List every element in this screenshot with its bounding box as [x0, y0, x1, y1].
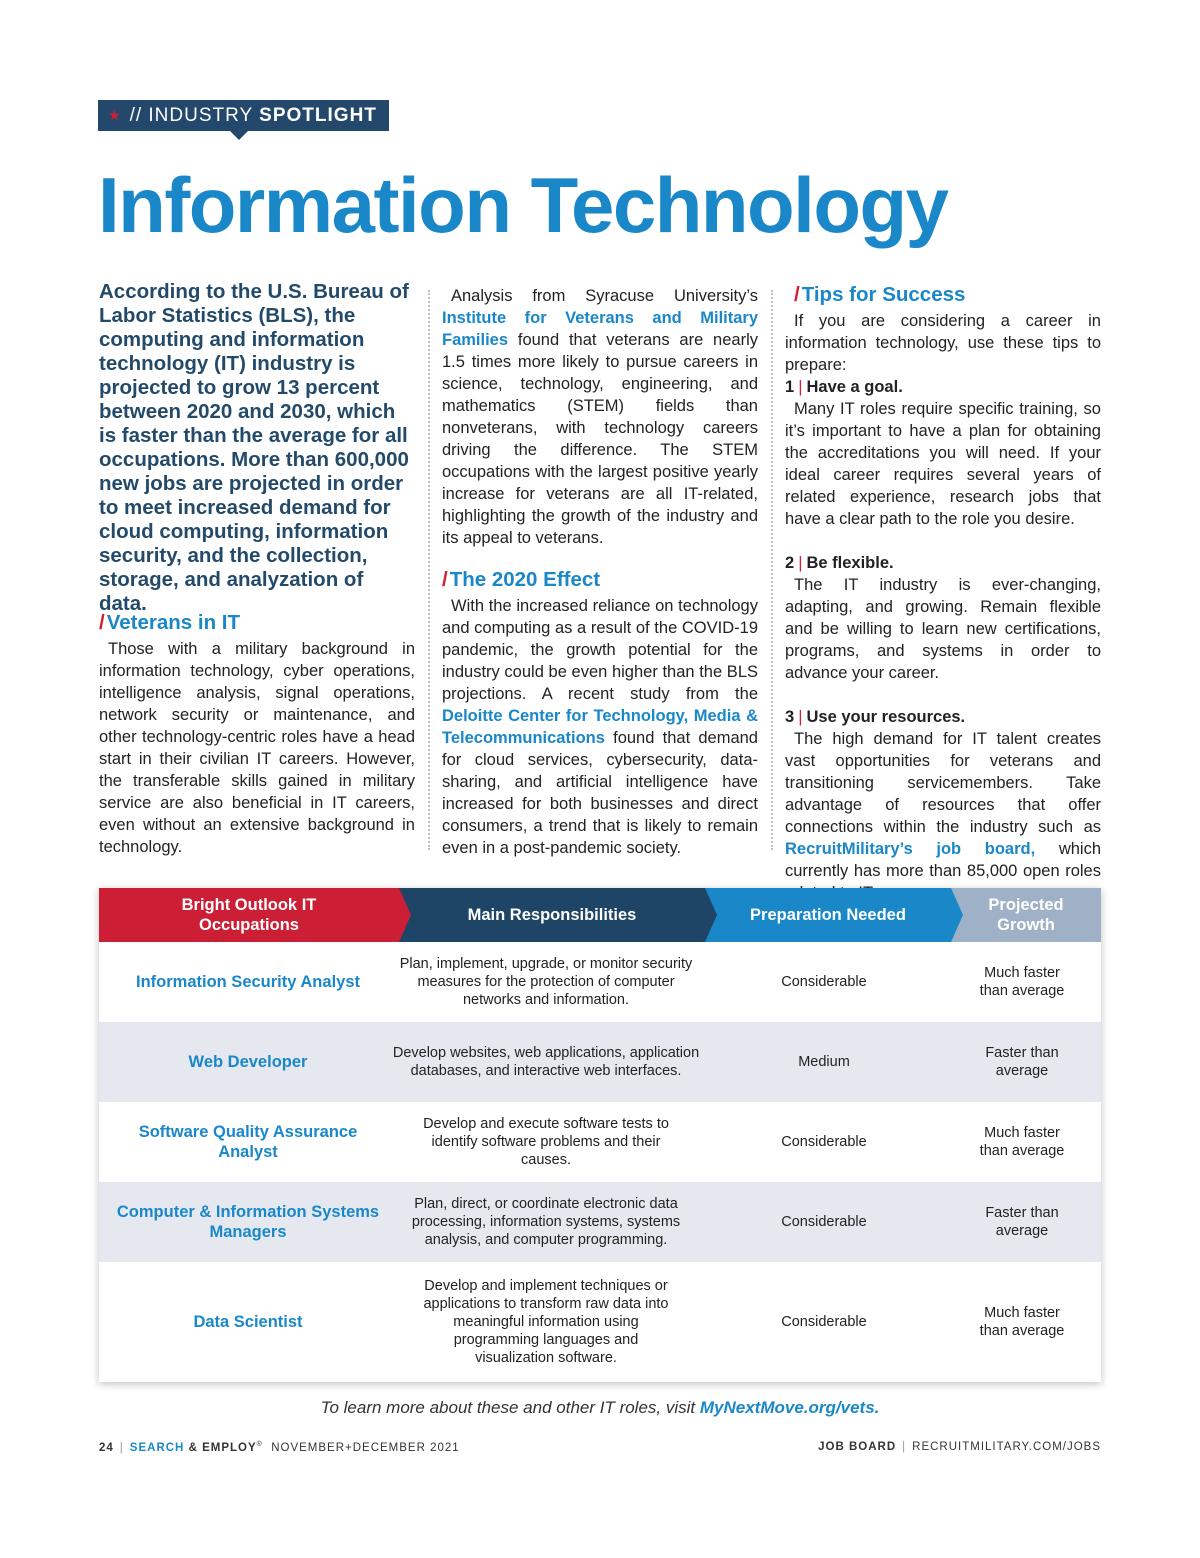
- header-responsibilities: Main Responsibilities: [399, 888, 705, 942]
- table-body: [99, 942, 1101, 1381]
- responsibilities-cell: Develop and implement techniques or applications to transform raw data into meaningful information using programming languages and visualization software.: [423, 1277, 669, 1366]
- recruitmilitary-url[interactable]: RECRUITMILITARY.COM/JOBS: [912, 1441, 1101, 1453]
- page-footer-right: JOB BOARD | RECRUITMILITARY.COM/JOBS: [818, 1441, 1101, 1453]
- section-tag-bold: SPOTLIGHT: [259, 104, 377, 126]
- header-growth: Projected Growth: [951, 888, 1101, 942]
- syracuse-paragraph: Analysis from Syracuse University’s Institute for Veterans and Military Families found that veterans are nearly 1.5 times more likely to pursue careers in science, technology, engineering, and mathematics (STEM) fields than nonveterans, with technology careers driving the difference. The STEM occupations with the largest positive yearly increase for veterans are all IT-related, highlighting the growth of the industry and its appeal to veterans.: [442, 287, 758, 547]
- table-row: [99, 942, 1101, 1022]
- section-tag: [98, 100, 389, 131]
- header-occupations: Bright Outlook IT Occupations: [99, 888, 399, 942]
- registered-mark: ®: [256, 1441, 263, 1448]
- tag-pointer-icon: [230, 131, 248, 140]
- section-tag-prefix: // INDUSTRY: [129, 104, 254, 126]
- column-two: [442, 285, 758, 859]
- responsibilities-cell: Develop websites, web applications, application databases, and interactive web interfaces.: [392, 1045, 700, 1079]
- tip-2-body: The IT industry is ever-changing, adapting, and growing. Remain flexible and be willing to learn new certifications, programs, and systems in order to advance your career.: [785, 576, 1101, 682]
- tip-1-title: 1 | Have a goal.: [785, 378, 903, 396]
- column-divider: [771, 290, 773, 850]
- lead-paragraph: [99, 280, 415, 616]
- column-divider: [428, 290, 430, 850]
- tip-2-title: 2 | Be flexible.: [785, 554, 894, 572]
- page-title: Information Technology: [98, 161, 948, 249]
- table-row: [99, 1262, 1101, 1381]
- issue-date: NOVEMBER+DECEMBER 2021: [271, 1441, 460, 1454]
- magazine-search: SEARCH: [129, 1441, 185, 1454]
- occupation-cell: Computer & Information Systems Managers: [116, 1203, 380, 1241]
- star-icon: ★: [108, 107, 122, 123]
- tips-intro: If you are considering a career in information technology, use these tips to prepare:: [785, 312, 1101, 374]
- footnote: To learn more about these and other IT roles, visit MyNextMove.org/vets.: [320, 1398, 880, 1417]
- responsibilities-cell: Develop and execute software tests to identify software problems and their causes.: [423, 1116, 669, 1168]
- job-board-link[interactable]: RecruitMilitary’s job board,: [785, 840, 1036, 858]
- lead-text: According to the U.S. Bureau of Labor Statistics (BLS), the computing and information technology (IT) industry is projected to grow 13 percent between 2020 and 2030, which is faster than the average for all occupations. More than 600,000 new jobs are projected in order to meet increased demand for cloud computing, information security, and the collection, storage, and analyzation of data.: [99, 280, 409, 615]
- job-board-label: JOB BOARD: [818, 1441, 897, 1453]
- occupation-cell: Web Developer: [188, 1053, 308, 1071]
- tips-section: [785, 282, 1101, 904]
- occupation-cell: Data Scientist: [193, 1312, 303, 1331]
- table-row: [99, 1182, 1101, 1262]
- veterans-section: [99, 610, 415, 858]
- header-arrow-icon: [951, 888, 963, 942]
- responsibilities-cell: Plan, direct, or coordinate electronic data processing, information systems, systems analysis, and computer programming.: [411, 1196, 681, 1248]
- tips-heading: /Tips for Success: [794, 283, 966, 306]
- preparation-cell: Considerable: [781, 1134, 867, 1150]
- table-row: [99, 1102, 1101, 1182]
- header-arrow-icon: [705, 888, 717, 942]
- growth-cell: Much faster than average: [979, 1304, 1065, 1339]
- responsibilities-cell: Plan, implement, upgrade, or monitor security measures for the protection of computer networks and information.: [399, 956, 693, 1008]
- tip-1-body: Many IT roles require specific training, so it’s important to have a plan for obtaining the accreditations you will need. If your ideal career requires several years of related experience, research jobs that have a clear path to the role you desire.: [785, 400, 1101, 528]
- veterans-body: Those with a military background in information technology, cyber operations, intelligence analysis, signal operations, network security or maintenance, and other technology-centric roles have a head start in their civilian IT careers. However, the transferable skills gained in military service are also beneficial in IT careers, even without an extensive background in technology.: [99, 640, 415, 856]
- growth-cell: Faster than average: [985, 1045, 1059, 1079]
- magazine-employ: & EMPLOY: [188, 1441, 257, 1454]
- preparation-cell: Considerable: [781, 1313, 867, 1330]
- page-footer-left: 24 | SEARCH & EMPLOY® NOVEMBER+DECEMBER 2021: [99, 1441, 460, 1454]
- tip-3-title: 3 | Use your resources.: [785, 708, 966, 726]
- ivmf-link[interactable]: Institute for Veterans and Military Families: [442, 309, 758, 349]
- growth-cell: Much faster than average: [979, 1125, 1065, 1159]
- preparation-cell: Considerable: [781, 974, 867, 990]
- veterans-heading: /Veterans in IT: [99, 611, 241, 634]
- header-preparation: Preparation Needed: [705, 888, 951, 942]
- preparation-cell: Medium: [798, 1054, 850, 1070]
- growth-cell: Faster than average: [985, 1205, 1059, 1239]
- occupation-cell: Software Quality Assurance Analyst: [138, 1123, 358, 1161]
- table-row: [99, 1022, 1101, 1102]
- preparation-cell: Considerable: [781, 1214, 867, 1230]
- effect-paragraph: With the increased reliance on technology and computing as a result of the COVID-19 pandemic, the growth potential for the industry could be even higher than the BLS projections. A recent study from the Deloitte Center for Technology, Media & Telecommunications found that demand for cloud services, cybersecurity, data-sharing, and artificial intelligence have increased for both businesses and direct consumers, a trend that is likely to remain even in a post-pandemic society.: [442, 597, 758, 857]
- page-number: 24: [99, 1441, 114, 1454]
- growth-cell: Much faster than average: [979, 965, 1065, 999]
- header-arrow-icon: [399, 888, 411, 942]
- tip-3-body: The high demand for IT talent creates vast opportunities for veterans and transitioning servicemembers. Take advantage of resources that offer connections within the industry such as RecruitMilitary’s job board, which currently has more than 85,000 open roles: [785, 730, 1101, 880]
- mynextmove-link[interactable]: MyNextMove.org/vets.: [699, 1398, 880, 1417]
- occupation-cell: Information Security Analyst: [135, 973, 360, 991]
- effect-heading: /The 2020 Effect: [442, 568, 601, 591]
- deloitte-link[interactable]: Deloitte Center for Technology, Media & Telecommunications: [442, 707, 758, 747]
- occupations-table: [99, 888, 1101, 1382]
